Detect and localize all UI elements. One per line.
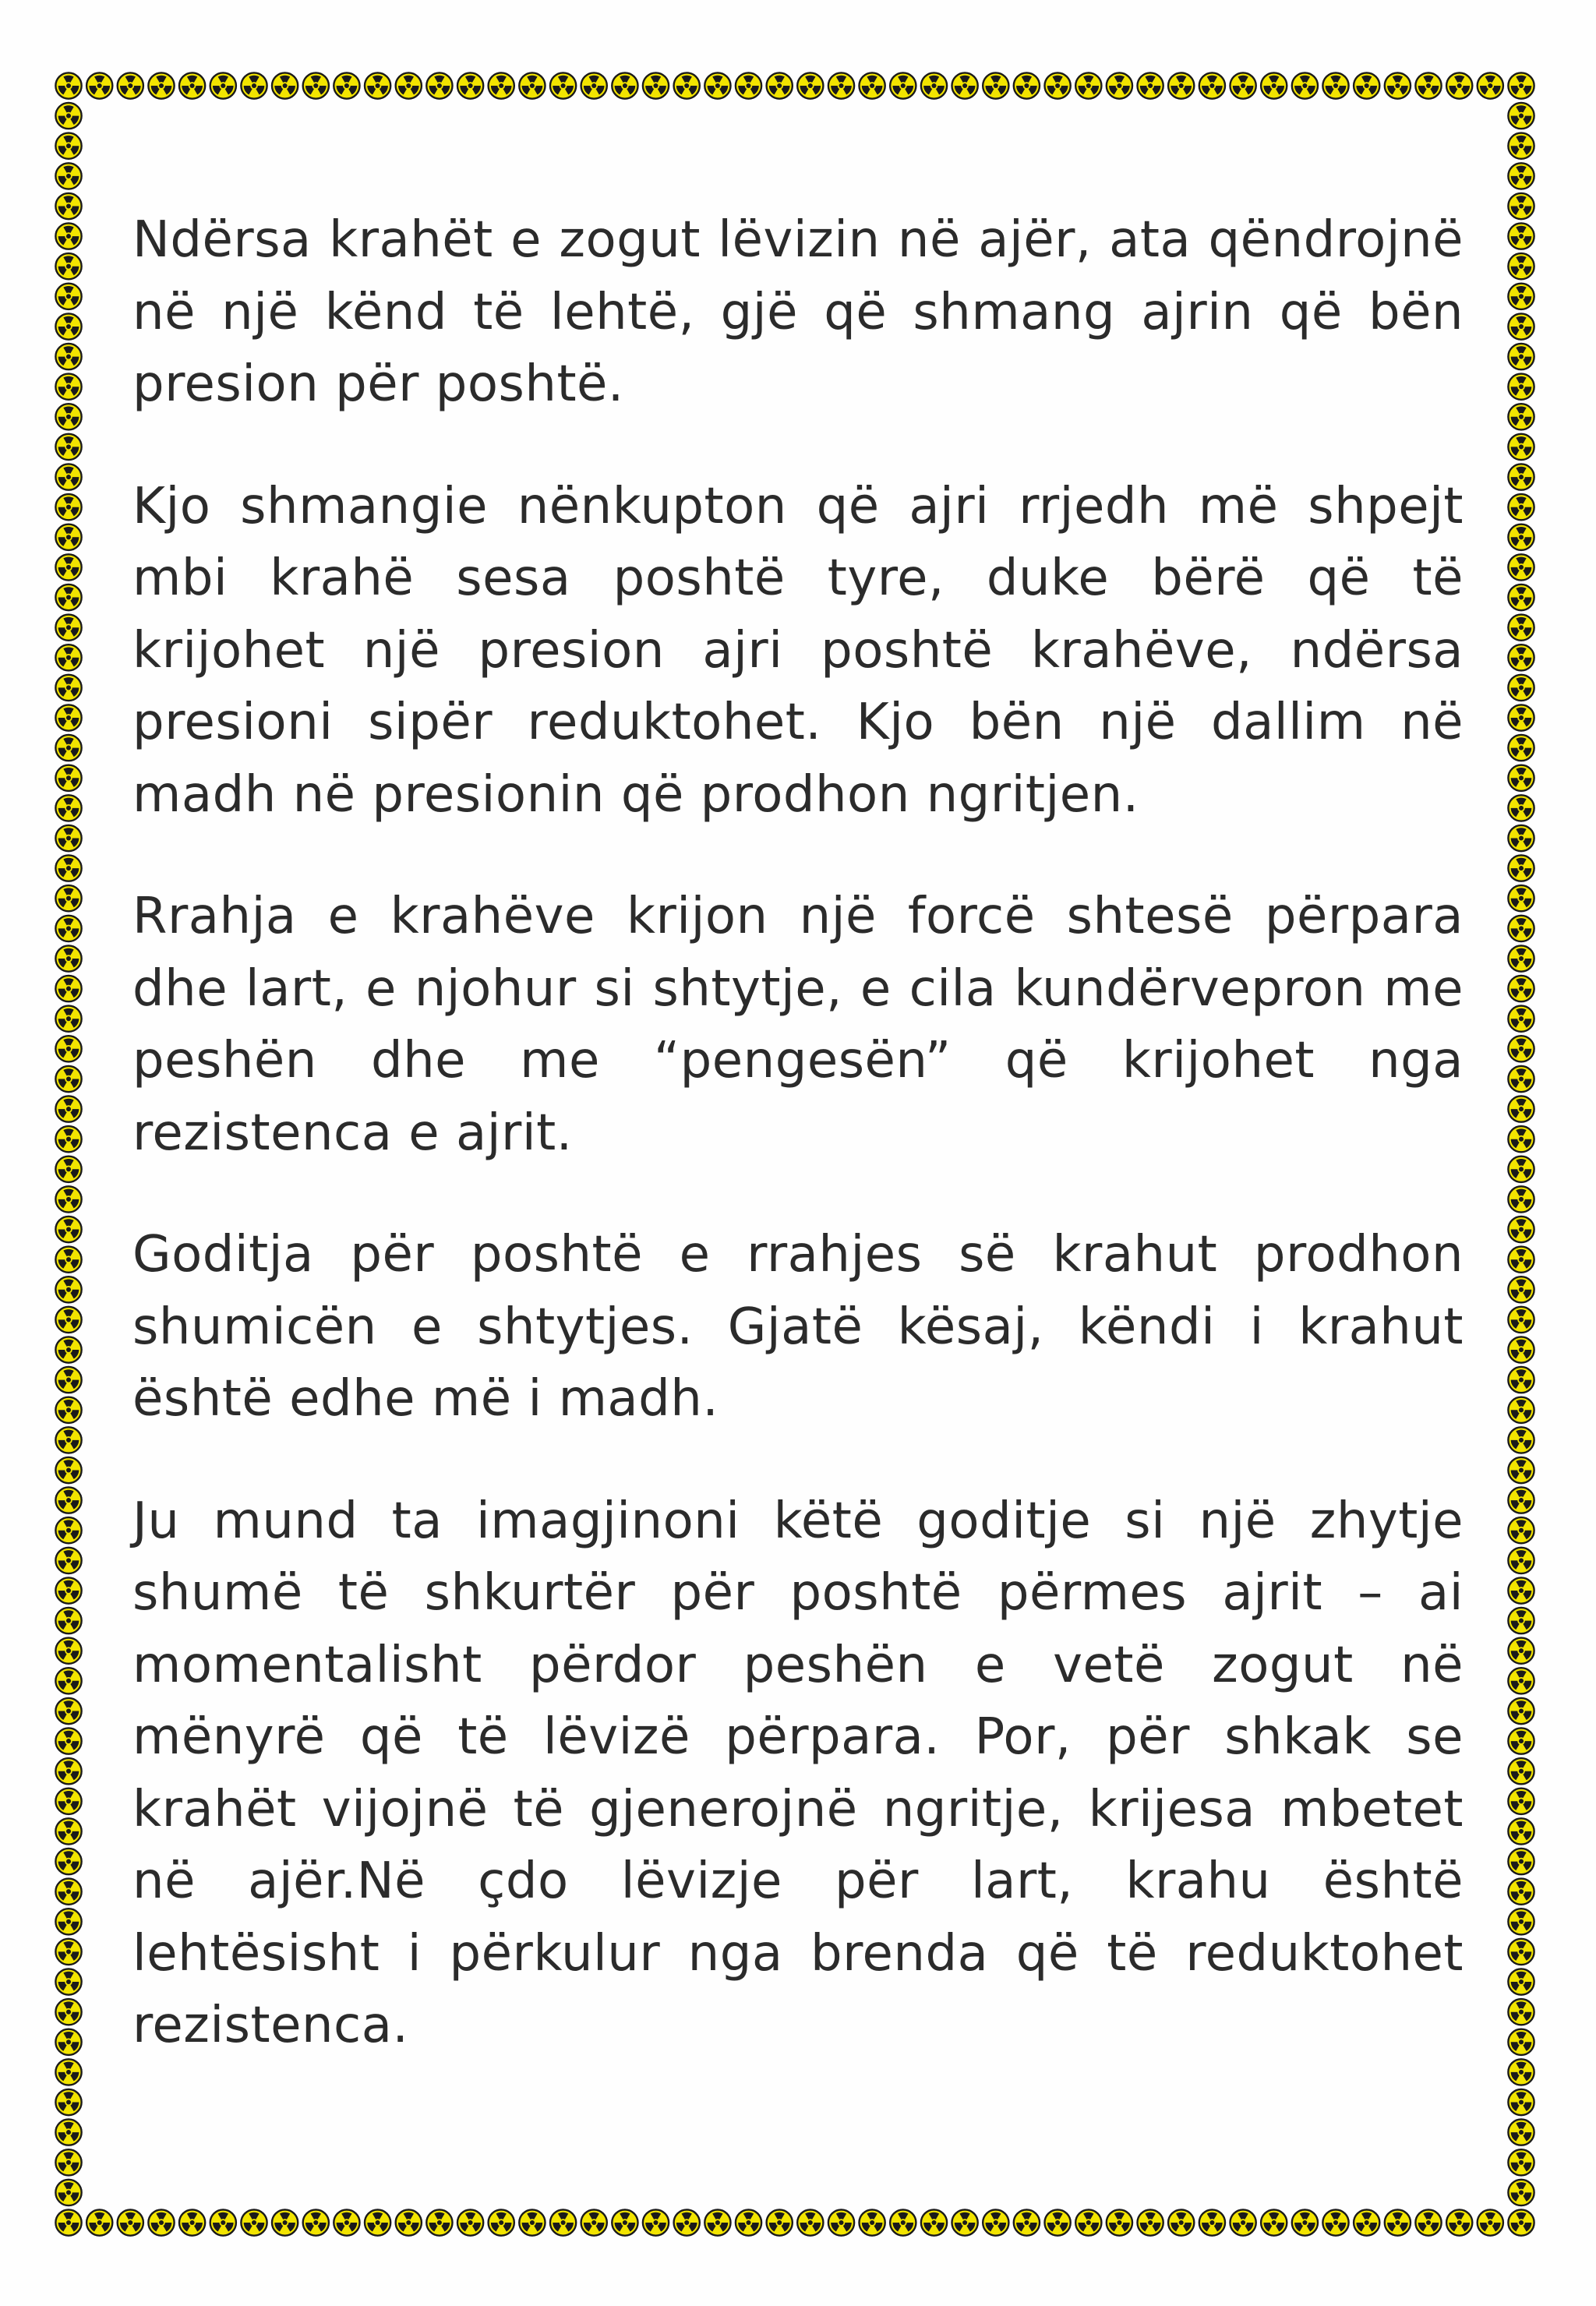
radiation-icon bbox=[118, 72, 143, 98]
radiation-icon bbox=[1508, 133, 1534, 159]
radiation-icon bbox=[55, 1217, 81, 1242]
radiation-icon bbox=[55, 644, 81, 670]
radiation-icon bbox=[55, 1397, 81, 1423]
radiation-icon bbox=[365, 2209, 390, 2235]
radiation-icon bbox=[1292, 72, 1318, 98]
radiation-icon bbox=[55, 1758, 81, 1784]
paragraph-4: Goditja për poshtë e rrahjes së krahut prodhon shumicën e shtytjes. Gjatë kësaj, këndi i krahut është edhe më i madh. bbox=[132, 1226, 1464, 1428]
radiation-icon bbox=[1508, 1367, 1534, 1393]
radiation-icon bbox=[55, 1036, 81, 1061]
radiation-icon bbox=[1508, 2059, 1534, 2085]
radiation-icon bbox=[55, 494, 81, 520]
paragraph-3: Rrahja e krahëve krijon një forcë shtesë përpara dhe lart, e njohur si shtytje, e cila kundërvepron me peshën dhe me “pengesën” që krijohet nga rezistenca e ajrit. bbox=[132, 888, 1464, 1162]
radiation-icon bbox=[55, 223, 81, 249]
radiation-icon bbox=[55, 313, 81, 339]
radiation-icon bbox=[55, 795, 81, 821]
radiation-icon bbox=[704, 72, 730, 98]
radiation-icon bbox=[1415, 72, 1441, 98]
radiation-icon bbox=[55, 2059, 81, 2085]
radiation-icon bbox=[55, 1939, 81, 1965]
radiation-icon bbox=[55, 2149, 81, 2175]
radiation-icon bbox=[643, 2209, 669, 2235]
radiation-icon bbox=[179, 2209, 205, 2235]
radiation-icon bbox=[55, 1608, 81, 1633]
radiation-icon bbox=[55, 464, 81, 489]
radiation-icon bbox=[1508, 554, 1534, 580]
radiation-icon bbox=[1107, 2209, 1132, 2235]
radiation-icon bbox=[550, 72, 576, 98]
radiation-icon bbox=[118, 2209, 143, 2235]
radiation-icon bbox=[1508, 284, 1534, 309]
radiation-icon bbox=[1261, 72, 1287, 98]
radiation-icon bbox=[55, 675, 81, 701]
radiation-icon bbox=[952, 2209, 977, 2235]
radiation-icon bbox=[1508, 1818, 1534, 1844]
radiation-icon bbox=[210, 72, 236, 98]
radiation-icon bbox=[55, 1487, 81, 1513]
radiation-icon bbox=[55, 1307, 81, 1333]
radiation-icon bbox=[1508, 1126, 1534, 1152]
radiation-icon bbox=[1446, 72, 1472, 98]
radiation-icon bbox=[55, 72, 81, 98]
radiation-icon bbox=[55, 584, 81, 610]
radiation-icon bbox=[55, 1186, 81, 1212]
radiation-icon bbox=[1508, 644, 1534, 670]
radiation-icon bbox=[396, 2209, 422, 2235]
radiation-icon bbox=[334, 2209, 359, 2235]
radiation-icon bbox=[704, 2209, 730, 2235]
radiation-icon bbox=[983, 72, 1008, 98]
radiation-icon bbox=[55, 1247, 81, 1273]
radiation-icon bbox=[148, 72, 174, 98]
radiation-icon bbox=[55, 1096, 81, 1121]
radiation-icon bbox=[272, 72, 298, 98]
radiation-icon bbox=[1508, 1728, 1534, 1753]
radiation-icon bbox=[890, 72, 916, 98]
radiation-icon bbox=[55, 1638, 81, 1664]
radiation-icon bbox=[612, 2209, 637, 2235]
radiation-icon bbox=[55, 1337, 81, 1362]
radiation-icon bbox=[859, 72, 885, 98]
radiation-icon bbox=[1508, 976, 1534, 1001]
radiation-icon bbox=[890, 2209, 916, 2235]
radiation-icon bbox=[1508, 1517, 1534, 1543]
radiation-icon bbox=[55, 253, 81, 279]
radiation-icon bbox=[1075, 72, 1101, 98]
radiation-icon bbox=[1508, 163, 1534, 189]
radiation-icon bbox=[303, 2209, 329, 2235]
radiation-icon bbox=[736, 2209, 761, 2235]
radiation-icon bbox=[55, 705, 81, 730]
radiation-icon bbox=[55, 1517, 81, 1543]
radiation-icon bbox=[55, 1006, 81, 1032]
radiation-icon bbox=[55, 1849, 81, 1874]
radiation-icon bbox=[55, 1909, 81, 1934]
radiation-icon bbox=[1508, 1397, 1534, 1423]
radiation-icon bbox=[55, 2119, 81, 2145]
radiation-icon bbox=[148, 2209, 174, 2235]
radiation-icon bbox=[1508, 1066, 1534, 1092]
radiation-icon bbox=[1508, 193, 1534, 219]
radiation-icon bbox=[55, 2180, 81, 2205]
paragraph-2: Kjo shmangie nënkupton që ajri rrjedh më shpejt mbi krahë sesa poshtë tyre, duke bërë që të krijohet një presion ajri poshtë krahëve, ndërsa presioni sipër reduktohet. Kjo bën një dallim në madh në presionin që prodhon ngritjen. bbox=[132, 477, 1464, 824]
radiation-icon bbox=[1508, 945, 1534, 971]
radiation-icon bbox=[1014, 2209, 1040, 2235]
radiation-icon bbox=[1508, 1879, 1534, 1905]
radiation-icon bbox=[1508, 705, 1534, 730]
radiation-icon bbox=[179, 72, 205, 98]
radiation-icon bbox=[1508, 1668, 1534, 1693]
radiation-icon bbox=[1508, 464, 1534, 489]
radiation-icon bbox=[767, 2209, 793, 2235]
radiation-icon bbox=[1508, 765, 1534, 791]
radiation-icon bbox=[1508, 885, 1534, 911]
radiation-icon bbox=[365, 72, 390, 98]
radiation-icon bbox=[921, 2209, 947, 2235]
radiation-icon bbox=[55, 945, 81, 971]
radiation-icon bbox=[55, 1427, 81, 1453]
radiation-icon bbox=[1385, 2209, 1411, 2235]
radiation-icon bbox=[519, 72, 545, 98]
radiation-icon bbox=[1230, 2209, 1255, 2235]
radiation-icon bbox=[581, 2209, 607, 2235]
radiation-icon bbox=[1107, 72, 1132, 98]
radiation-icon bbox=[1322, 72, 1348, 98]
paragraph-5: Ju mund ta imagjinoni këtë goditje si një zhytje shumë të shkurtër për poshtë përmes ajrit – ai momentalisht përdor peshën e vetë zogut në mënyrë që të lëvizë përpara. Por, për shkak se krahët vijojnë të gjenerojnë ngritje, krijesa mbetet në ajër.Në çdo lëvizje për lart, krahu është lehtësisht i përkulur nga brenda që të reduktohet rezistenca. bbox=[132, 1492, 1464, 2054]
radiation-icon bbox=[550, 2209, 576, 2235]
radiation-icon bbox=[87, 2209, 112, 2235]
radiation-icon bbox=[55, 855, 81, 881]
radiation-icon bbox=[1354, 2209, 1379, 2235]
radiation-icon bbox=[1044, 2209, 1070, 2235]
radiation-icon bbox=[55, 1728, 81, 1753]
radiation-icon bbox=[1508, 1999, 1534, 2025]
radiation-icon bbox=[1508, 1036, 1534, 1061]
radiation-icon bbox=[1014, 72, 1040, 98]
radiation-icon bbox=[55, 1789, 81, 1814]
radiation-icon bbox=[55, 1668, 81, 1693]
radiation-icon bbox=[952, 72, 977, 98]
radiation-icon bbox=[1230, 72, 1255, 98]
radiation-icon bbox=[1508, 855, 1534, 881]
radiation-icon bbox=[674, 72, 700, 98]
radiation-icon bbox=[1415, 2209, 1441, 2235]
radiation-icon bbox=[1478, 2209, 1503, 2235]
radiation-icon bbox=[1446, 2209, 1472, 2235]
radiation-icon bbox=[1508, 2149, 1534, 2175]
radiation-icon bbox=[767, 72, 793, 98]
radiation-icon bbox=[303, 72, 329, 98]
radiation-icon bbox=[1508, 1909, 1534, 1934]
radiation-icon bbox=[396, 72, 422, 98]
radiation-icon bbox=[1168, 2209, 1194, 2235]
radiation-icon bbox=[1508, 1849, 1534, 1874]
radiation-icon bbox=[55, 825, 81, 851]
radiation-icon bbox=[1508, 344, 1534, 369]
radiation-icon bbox=[1508, 1157, 1534, 1182]
radiation-icon bbox=[55, 284, 81, 309]
radiation-icon bbox=[828, 2209, 854, 2235]
radiation-icon bbox=[55, 1879, 81, 1905]
radiation-icon bbox=[1508, 1096, 1534, 1121]
radiation-icon bbox=[1508, 253, 1534, 279]
radiation-icon bbox=[1508, 374, 1534, 400]
radiation-icon bbox=[55, 374, 81, 400]
radiation-icon bbox=[1508, 1577, 1534, 1603]
radiation-icon bbox=[55, 103, 81, 129]
radiation-icon bbox=[55, 1066, 81, 1092]
radiation-icon bbox=[1508, 1638, 1534, 1664]
radiation-icon bbox=[55, 1999, 81, 2025]
radiation-icon bbox=[1508, 72, 1534, 98]
radiation-icon bbox=[1322, 2209, 1348, 2235]
radiation-icon bbox=[55, 1698, 81, 1724]
radiation-icon bbox=[457, 2209, 483, 2235]
radiation-icon bbox=[1508, 2209, 1534, 2235]
radiation-icon bbox=[55, 344, 81, 369]
radiation-icon bbox=[859, 2209, 885, 2235]
radiation-icon bbox=[1508, 1217, 1534, 1242]
radiation-icon bbox=[1261, 2209, 1287, 2235]
radiation-icon bbox=[55, 2089, 81, 2115]
radiation-icon bbox=[1508, 1457, 1534, 1483]
radiation-icon bbox=[1508, 1247, 1534, 1273]
radiation-icon bbox=[55, 1157, 81, 1182]
radiation-icon bbox=[489, 2209, 514, 2235]
radiation-icon bbox=[1508, 434, 1534, 460]
radiation-icon bbox=[1478, 72, 1503, 98]
radiation-icon bbox=[1508, 1939, 1534, 1965]
radiation-icon bbox=[1508, 584, 1534, 610]
radiation-icon bbox=[1508, 1698, 1534, 1724]
radiation-icon bbox=[1508, 1548, 1534, 1573]
radiation-icon bbox=[1508, 1789, 1534, 1814]
radiation-icon bbox=[1292, 2209, 1318, 2235]
radiation-icon bbox=[797, 72, 823, 98]
radiation-icon bbox=[1199, 72, 1225, 98]
radiation-icon bbox=[55, 2029, 81, 2055]
radiation-icon bbox=[55, 1969, 81, 1994]
body-text bbox=[132, 204, 1464, 2112]
radiation-icon bbox=[1508, 524, 1534, 550]
radiation-icon bbox=[55, 735, 81, 761]
radiation-icon bbox=[55, 434, 81, 460]
radiation-icon bbox=[1075, 2209, 1101, 2235]
radiation-icon bbox=[1385, 72, 1411, 98]
radiation-icon bbox=[55, 1277, 81, 1302]
radiation-icon bbox=[1508, 825, 1534, 851]
radiation-icon bbox=[1508, 1969, 1534, 1994]
radiation-icon bbox=[1508, 404, 1534, 429]
radiation-icon bbox=[489, 72, 514, 98]
radiation-icon bbox=[55, 765, 81, 791]
radiation-icon bbox=[55, 193, 81, 219]
radiation-icon bbox=[1508, 675, 1534, 701]
radiation-icon bbox=[55, 554, 81, 580]
radiation-icon bbox=[1508, 1337, 1534, 1362]
radiation-icon bbox=[1508, 1277, 1534, 1302]
radiation-icon bbox=[983, 2209, 1008, 2235]
radiation-icon bbox=[736, 72, 761, 98]
radiation-icon bbox=[210, 2209, 236, 2235]
radiation-icon bbox=[828, 72, 854, 98]
radiation-icon bbox=[55, 2209, 81, 2235]
radiation-icon bbox=[1199, 2209, 1225, 2235]
radiation-icon bbox=[1508, 1006, 1534, 1032]
radiation-icon bbox=[1508, 1608, 1534, 1633]
radiation-icon bbox=[334, 72, 359, 98]
radiation-icon bbox=[1508, 313, 1534, 339]
radiation-icon bbox=[55, 1367, 81, 1393]
radiation-icon bbox=[241, 2209, 267, 2235]
radiation-icon bbox=[426, 2209, 452, 2235]
radiation-icon bbox=[797, 2209, 823, 2235]
radiation-icon bbox=[55, 133, 81, 159]
radiation-icon bbox=[55, 1126, 81, 1152]
radiation-icon bbox=[55, 1577, 81, 1603]
radiation-icon bbox=[643, 72, 669, 98]
radiation-icon bbox=[1137, 2209, 1163, 2235]
radiation-icon bbox=[674, 2209, 700, 2235]
radiation-icon bbox=[1508, 223, 1534, 249]
radiation-icon bbox=[426, 72, 452, 98]
radiation-icon bbox=[921, 72, 947, 98]
radiation-icon bbox=[581, 72, 607, 98]
radiation-icon bbox=[1508, 2180, 1534, 2205]
radiation-icon bbox=[1508, 1758, 1534, 1784]
radiation-icon bbox=[1508, 103, 1534, 129]
radiation-icon bbox=[55, 1457, 81, 1483]
radiation-icon bbox=[55, 524, 81, 550]
radiation-icon bbox=[1508, 1487, 1534, 1513]
radiation-icon bbox=[55, 976, 81, 1001]
radiation-icon bbox=[1508, 615, 1534, 641]
radiation-icon bbox=[1137, 72, 1163, 98]
radiation-icon bbox=[55, 885, 81, 911]
radiation-icon bbox=[1508, 2119, 1534, 2145]
radiation-icon bbox=[612, 72, 637, 98]
radiation-icon bbox=[1508, 2089, 1534, 2115]
radiation-icon bbox=[55, 404, 81, 429]
radiation-icon bbox=[1354, 72, 1379, 98]
radiation-icon bbox=[1508, 795, 1534, 821]
radiation-icon bbox=[241, 72, 267, 98]
radiation-icon bbox=[1508, 916, 1534, 941]
radiation-icon bbox=[55, 1818, 81, 1844]
paragraph-1: Ndërsa krahët e zogut lëvizin në ajër, ata qëndrojnë në një kënd të lehtë, gjë që shmang ajrin që bën presion për poshtë. bbox=[132, 211, 1464, 413]
radiation-icon bbox=[1508, 1186, 1534, 1212]
radiation-icon bbox=[1508, 494, 1534, 520]
radiation-icon bbox=[457, 72, 483, 98]
radiation-icon bbox=[55, 163, 81, 189]
radiation-icon bbox=[1044, 72, 1070, 98]
radiation-icon bbox=[1508, 2029, 1534, 2055]
radiation-icon bbox=[55, 615, 81, 641]
radiation-icon bbox=[55, 1548, 81, 1573]
radiation-icon bbox=[87, 72, 112, 98]
radiation-icon bbox=[272, 2209, 298, 2235]
radiation-icon bbox=[55, 916, 81, 941]
radiation-icon bbox=[1168, 72, 1194, 98]
radiation-icon bbox=[519, 2209, 545, 2235]
radiation-icon bbox=[1508, 735, 1534, 761]
radiation-icon bbox=[1508, 1307, 1534, 1333]
radiation-icon bbox=[1508, 1427, 1534, 1453]
